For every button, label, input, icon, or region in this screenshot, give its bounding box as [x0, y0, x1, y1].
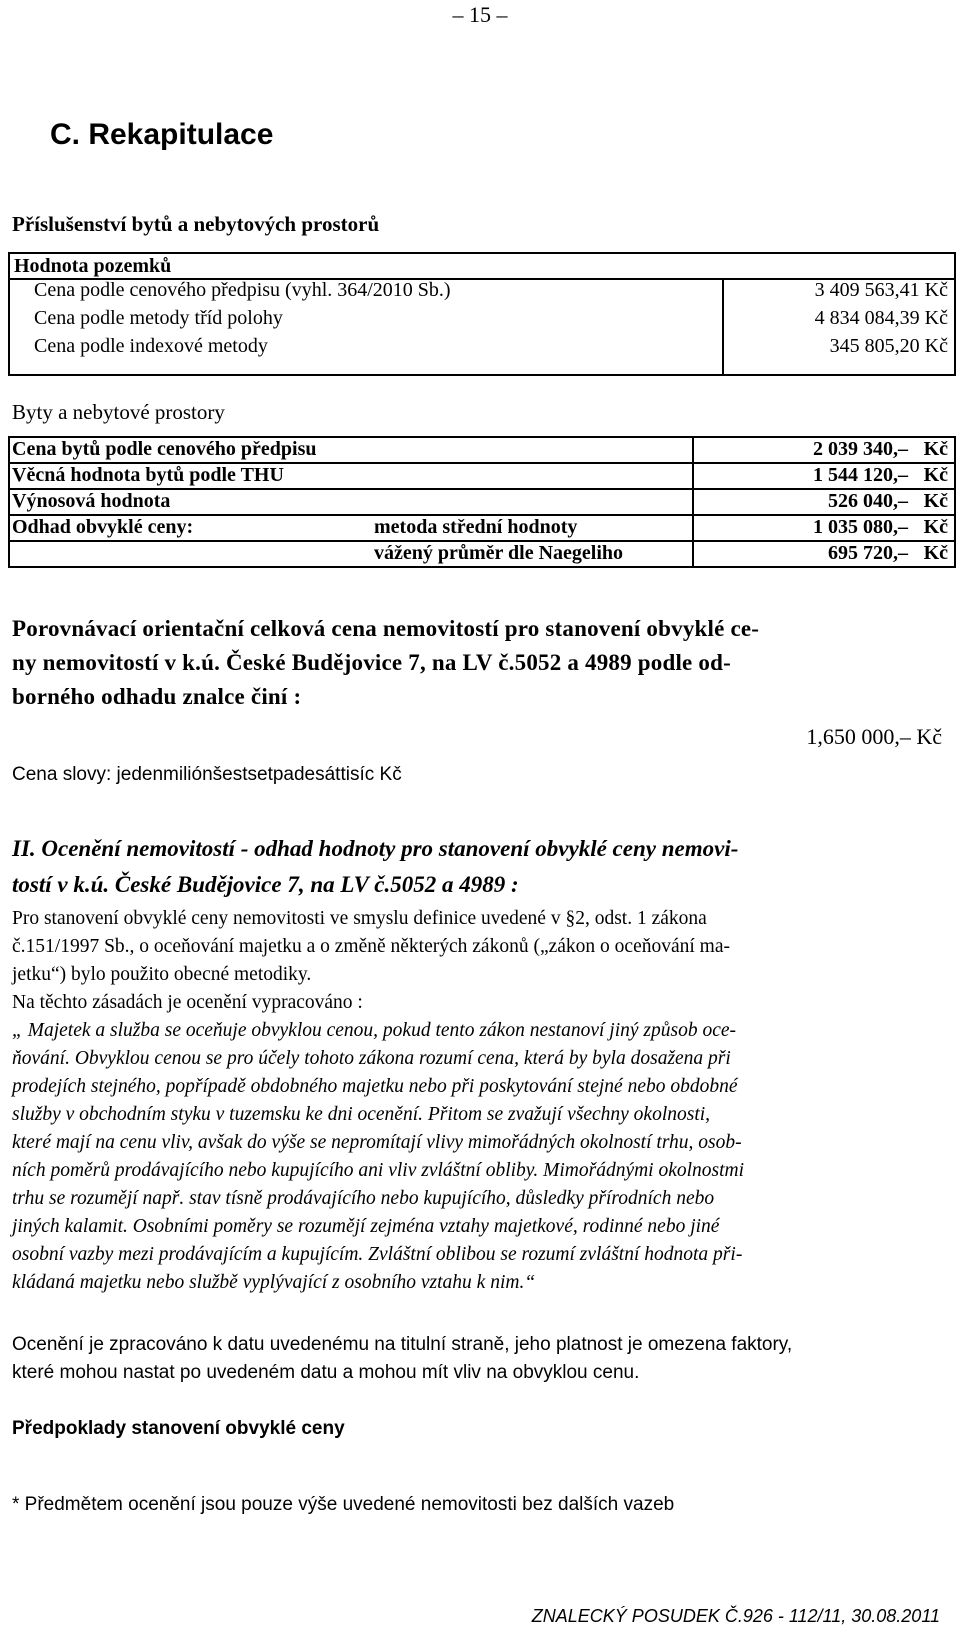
units-row-label: Cena bytů podle cenového předpisu [12, 438, 317, 460]
table-divider [692, 540, 694, 568]
units-row-amount: 1 035 080,– [813, 516, 908, 538]
summary-line: Porovnávací orientační celková cena nemovitostí pro stanovení obvyklé ce- [12, 616, 760, 641]
units-title: Byty a nebytové prostory [12, 400, 225, 424]
section2-title: II. Ocenění nemovitostí - odhad hodnoty pro stanovení obvyklé ceny nemovi- [12, 836, 739, 861]
land-row-label: Cena podle indexové metody [34, 335, 268, 357]
page-number: – 15 – [452, 2, 508, 27]
paragraph-line: Na těchto zásadách je ocenění vypracováno : [12, 992, 363, 1013]
table-row [8, 540, 956, 568]
units-row-amount: 526 040,– [828, 490, 908, 512]
units-row-label: Výnosová hodnota [12, 490, 171, 512]
units-row-method: metoda střední hodnoty [374, 516, 578, 538]
units-row-currency: Kč [923, 464, 948, 486]
table-divider [692, 488, 694, 516]
units-row-amount: 695 720,– [828, 542, 908, 564]
quote-line: kládaná majetku nebo službě vyplývající z osobního vztahu k nim.“ [12, 1272, 536, 1293]
units-value-table [8, 438, 956, 568]
land-row-value: 4 834 084,39 Kč [814, 307, 948, 329]
table-divider [692, 514, 694, 542]
paragraph-line: Ocenění je zpracováno k datu uvedenému na titulní straně, jeho platnost je omezena faktory, [12, 1334, 793, 1355]
table-row [8, 436, 956, 464]
section-heading: C. Rekapitulace [50, 118, 274, 151]
page-footer: ZNALECKÝ POSUDEK Č.926 - 112/11, 30.08.2011 [531, 1606, 940, 1626]
quote-line: osobní vazby mezi prodávajícím a kupujícím. Zvláštní oblibou se rozumí zvláštní hodnota při- [12, 1244, 743, 1265]
accessories-title: Příslušenství bytů a nebytových prostorů [12, 212, 380, 236]
total-value: 1,650 000,– Kč [806, 724, 942, 749]
paragraph-line: které mohou nastat po uvedeném datu a mohou mít vliv na obvyklou cenu. [12, 1362, 640, 1383]
land-row-label: Cena podle metody tříd polohy [34, 307, 283, 329]
quote-line: které mají na cenu vliv, avšak do výše se nepromítají vlivy mimořádných okolností trhu, osob- [12, 1132, 742, 1153]
quote-line: ních poměrů prodávajícího nebo kupujícího ani vliv zvláštní obliby. Mimořádnými okolnostmi [12, 1160, 745, 1181]
table-row [8, 462, 956, 490]
paragraph-line: jetku“) bylo použito obecné metodiky. [12, 964, 312, 985]
quote-line: prodejích stejného, popřípadě obdobného majetku nebo při poskytování stejné nebo obdobné [12, 1076, 738, 1097]
units-row-label: Věcná hodnota bytů podle THU [12, 464, 284, 486]
units-row-currency: Kč [923, 490, 948, 512]
quote-line: jiných kalamit. Osobními poměry se rozumějí zejména vztahy majetkové, rodinné nebo jiné [12, 1216, 720, 1237]
quote-line: služby v obchodním styku v tuzemsku ke dni ocenění. Přitom se zvažují všechny okolnosti, [12, 1104, 711, 1125]
land-value-title: Hodnota pozemků [14, 255, 172, 277]
section2-title: tostí v k.ú. České Budějovice 7, na LV č.5052 a 4989 : [12, 872, 519, 897]
units-row-currency: Kč [923, 542, 948, 564]
units-row-currency: Kč [923, 516, 948, 538]
units-row-label: Odhad obvyklé ceny: [12, 516, 194, 538]
land-row-value: 3 409 563,41 Kč [814, 279, 948, 301]
summary-line: borného odhadu znalce činí : [12, 684, 302, 709]
quote-line: ňování. Obvyklou cenou se pro účely tohoto zákona rozumí cena, která by byla dosažena při [12, 1048, 731, 1069]
table-row [8, 488, 956, 516]
paragraph-line: Pro stanovení obvyklé ceny nemovitosti ve smyslu definice uvedené v §2, odst. 1 zákona [12, 908, 707, 929]
units-row-currency: Kč [923, 438, 948, 460]
land-value-table [8, 252, 956, 376]
summary-line: ny nemovitostí v k.ú. České Budějovice 7, na LV č.5052 a 4989 podle od- [12, 650, 731, 675]
value-in-words: Cena slovy: jedenmiliónšestsetpadesáttisíc Kč [12, 764, 402, 785]
table-divider [692, 462, 694, 490]
table-divider [692, 436, 694, 464]
land-row-label: Cena podle cenového předpisu (vyhl. 364/2010 Sb.) [34, 279, 451, 301]
table-row [8, 514, 956, 542]
assumptions-title: Předpoklady stanovení obvyklé ceny [12, 1418, 345, 1439]
paragraph-line: č.151/1997 Sb., o oceňování majetku a o změně některých zákonů („zákon o oceňování ma- [12, 936, 730, 957]
units-row-amount: 1 544 120,– [813, 464, 908, 486]
assumption-item: * Předmětem ocenění jsou pouze výše uvedené nemovitosti bez dalších vazeb [12, 1494, 675, 1515]
units-row-amount: 2 039 340,– [813, 438, 908, 460]
table-divider [722, 278, 724, 376]
land-row-value: 345 805,20 Kč [829, 335, 948, 357]
quote-line: trhu se rozumějí např. stav tísně prodávajícího nebo kupujícího, důsledky přírodních nebo [12, 1188, 715, 1209]
units-row-method: vážený průměr dle Naegeliho [374, 542, 624, 564]
quote-line: „ Majetek a služba se oceňuje obvyklou cenou, pokud tento zákon nestanoví jiný způsob oce- [12, 1020, 737, 1041]
